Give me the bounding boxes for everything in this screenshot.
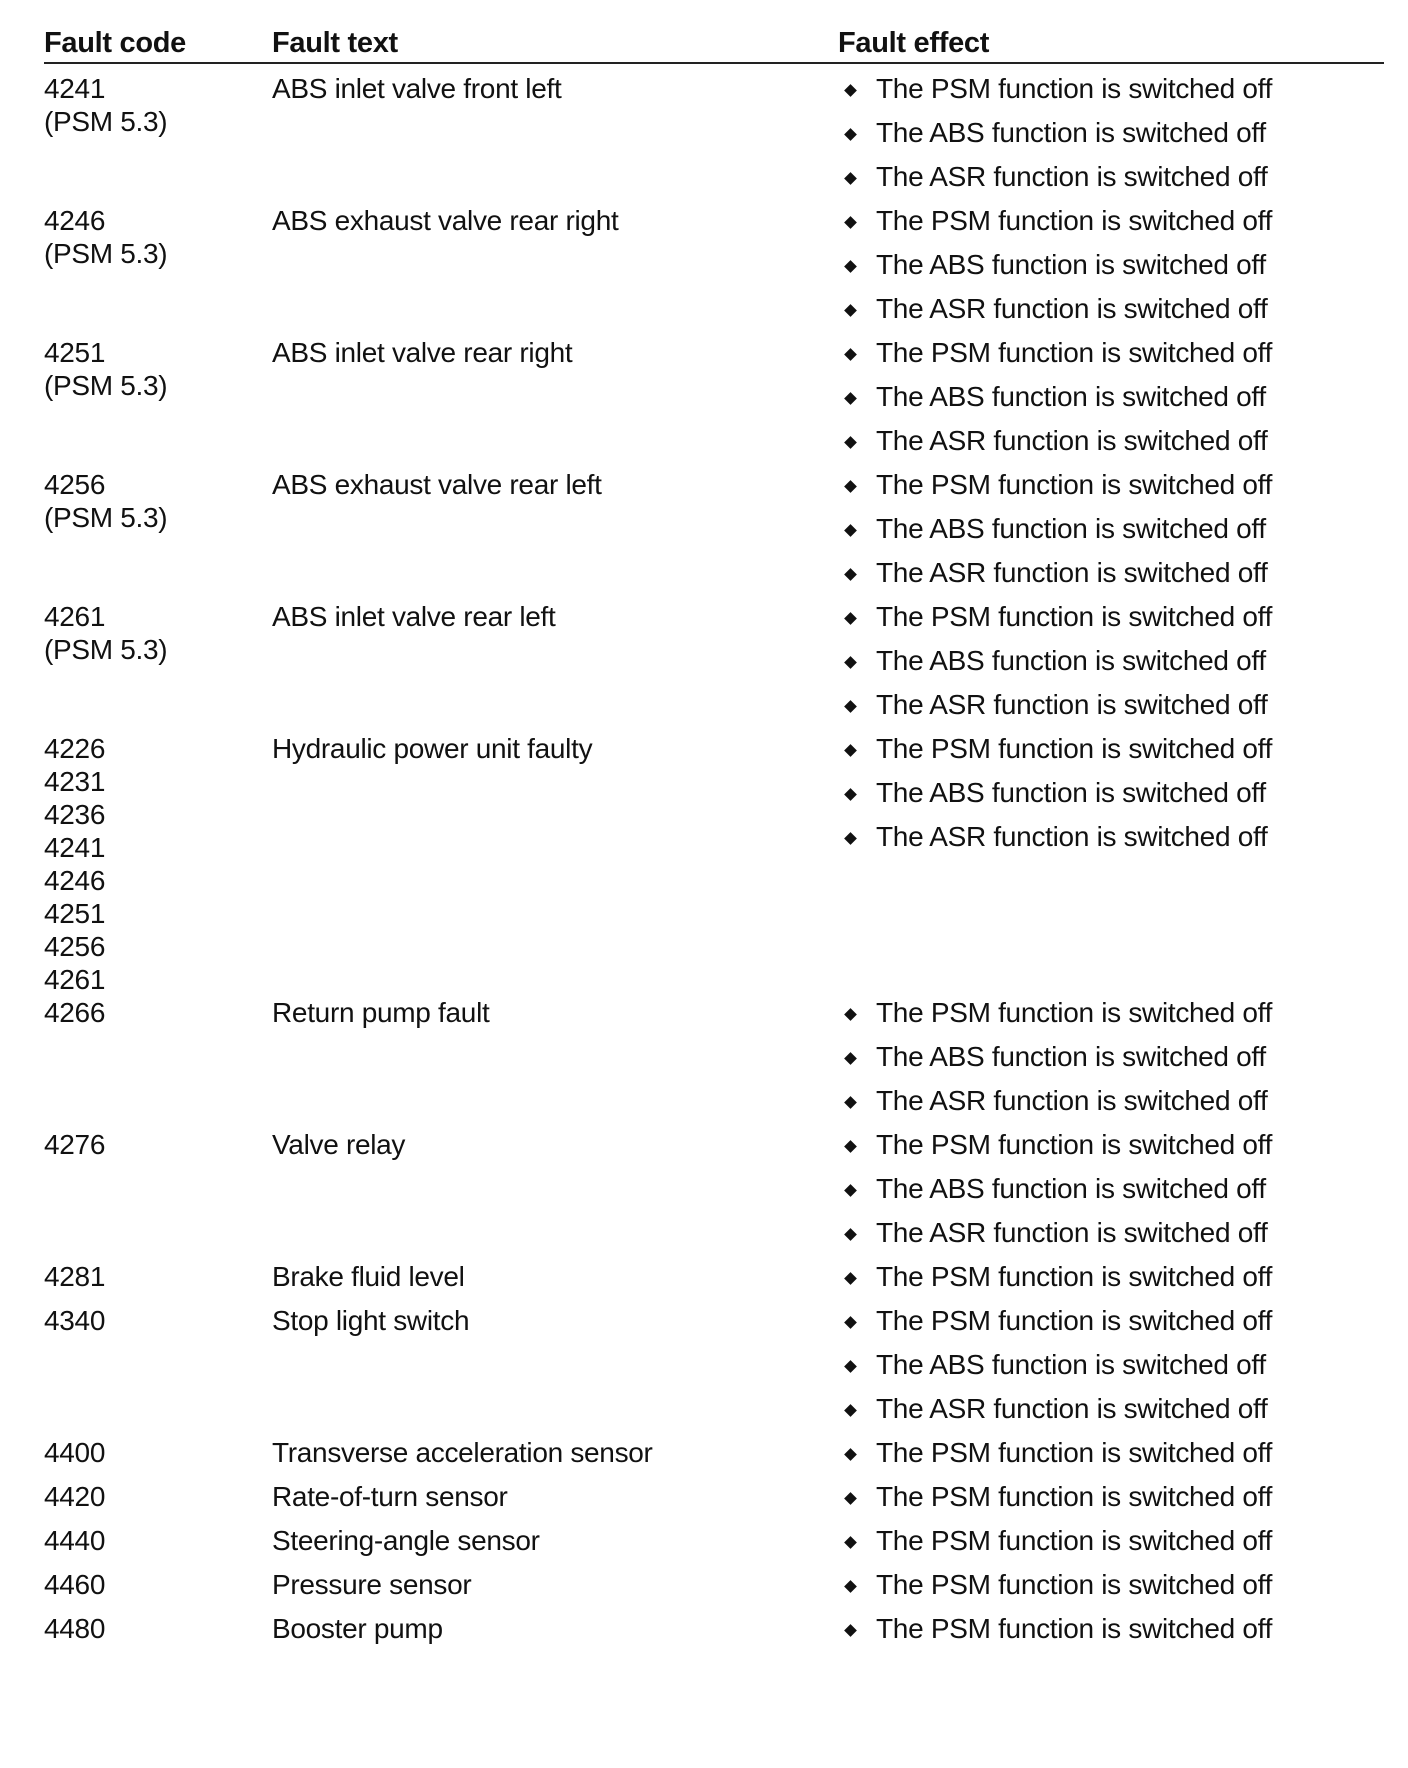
fault-effect-text: The PSM function is switched off [876, 1305, 1273, 1336]
fault-code: (PSM 5.3) [44, 238, 168, 269]
fault-table [44, 20, 1384, 1656]
diamond-bullet-icon [844, 260, 857, 273]
fault-effect-text: The PSM function is switched off [876, 1261, 1273, 1292]
fault-code: (PSM 5.3) [44, 370, 168, 401]
fault-code-cell [44, 468, 272, 534]
fault-effect-item [838, 820, 1384, 864]
diamond-bullet-icon [844, 84, 857, 97]
fault-effect-text: The ASR function is switched off [876, 1393, 1268, 1424]
fault-effect-item [838, 204, 1384, 248]
fault-code-cell [44, 1480, 272, 1513]
fault-effect-cell [838, 1260, 1384, 1304]
table-row [44, 1524, 1384, 1568]
fault-effect-item [838, 1084, 1384, 1128]
fault-effect-text: The PSM function is switched off [876, 1129, 1273, 1160]
fault-code-cell [44, 1128, 272, 1161]
fault-effect-text: The ABS function is switched off [876, 1349, 1266, 1380]
diamond-bullet-icon [844, 832, 857, 845]
fault-effect-cell [838, 468, 1384, 600]
diamond-bullet-icon [844, 788, 857, 801]
fault-effect-list [838, 468, 1384, 600]
fault-code: 4261 [44, 964, 106, 995]
fault-code-cell [44, 996, 272, 1029]
fault-effect-text: The PSM function is switched off [876, 1481, 1273, 1512]
diamond-bullet-icon [844, 480, 857, 493]
fault-effect-item [838, 1216, 1384, 1260]
fault-effect-text: The ASR function is switched off [876, 557, 1268, 588]
fault-code-cell [44, 1436, 272, 1469]
fault-code: 4226 [44, 733, 106, 764]
fault-code-cell [44, 1260, 272, 1293]
diamond-bullet-icon [844, 216, 857, 229]
fault-code-cell [44, 1304, 272, 1337]
fault-code: 4256 [44, 931, 106, 962]
fault-text: Rate-of-turn sensor [272, 1481, 508, 1512]
diamond-bullet-icon [844, 744, 857, 757]
diamond-bullet-icon [844, 348, 857, 361]
fault-effect-item [838, 380, 1384, 424]
fault-effect-item [838, 996, 1384, 1040]
fault-code-cell [44, 1524, 272, 1557]
fault-code: 4266 [44, 997, 106, 1028]
table-row [44, 996, 1384, 1128]
fault-effect-cell [838, 1480, 1384, 1524]
fault-effect-cell [838, 204, 1384, 336]
fault-code-cell [44, 336, 272, 402]
fault-code-cell [44, 72, 272, 138]
fault-effect-list [838, 1128, 1384, 1260]
fault-effect-cell [838, 1568, 1384, 1612]
fault-code: 4236 [44, 799, 106, 830]
table-row [44, 600, 1384, 732]
fault-effect-item [838, 336, 1384, 380]
header-fault-text: Fault text [272, 27, 398, 59]
table-row [44, 732, 1384, 996]
fault-effect-text: The ABS function is switched off [876, 117, 1266, 148]
fault-effect-item [838, 600, 1384, 644]
diamond-bullet-icon [844, 1316, 857, 1329]
diamond-bullet-icon [844, 128, 857, 141]
fault-text: ABS exhaust valve rear left [272, 469, 602, 500]
fault-effect-item [838, 556, 1384, 600]
table-row [44, 1260, 1384, 1304]
diamond-bullet-icon [844, 1624, 857, 1637]
diamond-bullet-icon [844, 436, 857, 449]
fault-effect-item [838, 1172, 1384, 1216]
fault-effect-list [838, 1568, 1384, 1612]
fault-effect-cell [838, 1612, 1384, 1656]
fault-code: (PSM 5.3) [44, 502, 168, 533]
fault-code: 4241 [44, 73, 106, 104]
table-row [44, 1612, 1384, 1656]
fault-effect-text: The ABS function is switched off [876, 381, 1266, 412]
table-row [44, 1304, 1384, 1436]
fault-code: 4400 [44, 1437, 106, 1468]
fault-text: ABS inlet valve rear left [272, 601, 556, 632]
fault-effect-item [838, 776, 1384, 820]
fault-effect-text: The ABS function is switched off [876, 249, 1266, 280]
fault-code-cell [44, 600, 272, 666]
fault-text: Valve relay [272, 1129, 406, 1160]
fault-effect-item [838, 248, 1384, 292]
fault-code: 4251 [44, 337, 106, 368]
table-row [44, 1128, 1384, 1260]
fault-effect-text: The ASR function is switched off [876, 689, 1268, 720]
table-row [44, 468, 1384, 600]
fault-effect-item [838, 644, 1384, 688]
diamond-bullet-icon [844, 1404, 857, 1417]
fault-effect-cell [838, 600, 1384, 732]
fault-code-cell [44, 1568, 272, 1601]
fault-effect-cell [838, 1436, 1384, 1480]
diamond-bullet-icon [844, 1360, 857, 1373]
table-row [44, 336, 1384, 468]
fault-code-cell [44, 732, 272, 996]
fault-code: 4340 [44, 1305, 106, 1336]
diamond-bullet-icon [844, 524, 857, 537]
fault-effect-item [838, 468, 1384, 512]
fault-code: 4460 [44, 1569, 106, 1600]
table-row [44, 204, 1384, 336]
fault-effect-text: The PSM function is switched off [876, 1613, 1273, 1644]
fault-effect-cell [838, 1524, 1384, 1568]
fault-effect-list [838, 72, 1384, 204]
fault-effect-text: The ABS function is switched off [876, 1041, 1266, 1072]
diamond-bullet-icon [844, 568, 857, 581]
fault-code: 4246 [44, 205, 106, 236]
diamond-bullet-icon [844, 656, 857, 669]
fault-code: (PSM 5.3) [44, 106, 168, 137]
fault-code: 4480 [44, 1613, 106, 1644]
fault-effect-item [838, 292, 1384, 336]
fault-text: Brake fluid level [272, 1261, 465, 1292]
fault-effect-text: The ASR function is switched off [876, 293, 1268, 324]
table-row [44, 1436, 1384, 1480]
fault-effect-list [838, 1524, 1384, 1568]
fault-effect-item [838, 116, 1384, 160]
fault-effect-item [838, 1304, 1384, 1348]
header-fault-effect: Fault effect [838, 27, 990, 59]
fault-effect-text: The PSM function is switched off [876, 205, 1273, 236]
fault-effect-item [838, 1568, 1384, 1612]
fault-text: Transverse acceleration sensor [272, 1437, 653, 1468]
fault-text: Booster pump [272, 1613, 443, 1644]
diamond-bullet-icon [844, 1052, 857, 1065]
fault-effect-item [838, 1436, 1384, 1480]
header-fault-code: Fault code [44, 27, 187, 59]
fault-code: 4281 [44, 1261, 106, 1292]
fault-text: Steering-angle sensor [272, 1525, 540, 1556]
fault-effect-item [838, 1260, 1384, 1304]
fault-text: Hydraulic power unit faulty [272, 733, 593, 764]
fault-effect-text: The ABS function is switched off [876, 513, 1266, 544]
fault-effect-list [838, 600, 1384, 732]
table-header [44, 20, 1384, 64]
fault-effect-item [838, 1128, 1384, 1172]
fault-effect-item [838, 688, 1384, 732]
fault-effect-cell [838, 732, 1384, 864]
diamond-bullet-icon [844, 1492, 857, 1505]
fault-effect-text: The PSM function is switched off [876, 337, 1273, 368]
fault-effect-item [838, 1524, 1384, 1568]
fault-effect-item [838, 1392, 1384, 1436]
fault-effect-item [838, 1480, 1384, 1524]
diamond-bullet-icon [844, 1448, 857, 1461]
fault-effect-list [838, 204, 1384, 336]
table-row [44, 1568, 1384, 1612]
fault-effect-cell [838, 72, 1384, 204]
fault-code: 4251 [44, 898, 106, 929]
diamond-bullet-icon [844, 1096, 857, 1109]
fault-effect-text: The PSM function is switched off [876, 601, 1273, 632]
fault-effect-text: The PSM function is switched off [876, 1569, 1273, 1600]
diamond-bullet-icon [844, 304, 857, 317]
fault-effect-item [838, 1040, 1384, 1084]
fault-effect-item [838, 1348, 1384, 1392]
fault-effect-text: The ABS function is switched off [876, 777, 1266, 808]
diamond-bullet-icon [844, 172, 857, 185]
fault-code: 4256 [44, 469, 106, 500]
fault-effect-cell [838, 1128, 1384, 1260]
fault-effect-item [838, 160, 1384, 204]
fault-effect-text: The PSM function is switched off [876, 1525, 1273, 1556]
fault-text: Pressure sensor [272, 1569, 472, 1600]
fault-effect-list [838, 1260, 1384, 1304]
table-body [44, 72, 1384, 1656]
fault-effect-cell [838, 1304, 1384, 1436]
fault-code-cell [44, 1612, 272, 1645]
fault-effect-list [838, 996, 1384, 1128]
fault-effect-text: The PSM function is switched off [876, 469, 1273, 500]
fault-code: 4241 [44, 832, 106, 863]
fault-effect-cell [838, 336, 1384, 468]
fault-effect-item [838, 72, 1384, 116]
fault-code-cell [44, 204, 272, 270]
fault-code: 4440 [44, 1525, 106, 1556]
fault-text: ABS inlet valve rear right [272, 337, 573, 368]
fault-text: ABS inlet valve front left [272, 73, 562, 104]
diamond-bullet-icon [844, 1272, 857, 1285]
diamond-bullet-icon [844, 700, 857, 713]
fault-effect-item [838, 512, 1384, 556]
fault-effect-list [838, 732, 1384, 864]
fault-effect-text: The PSM function is switched off [876, 997, 1273, 1028]
fault-text: Return pump fault [272, 997, 490, 1028]
fault-effect-list [838, 336, 1384, 468]
diamond-bullet-icon [844, 1140, 857, 1153]
diamond-bullet-icon [844, 1184, 857, 1197]
diamond-bullet-icon [844, 1008, 857, 1021]
fault-text: Stop light switch [272, 1305, 470, 1336]
fault-effect-list [838, 1612, 1384, 1656]
fault-effect-text: The PSM function is switched off [876, 733, 1273, 764]
fault-effect-text: The ABS function is switched off [876, 645, 1266, 676]
fault-effect-cell [838, 996, 1384, 1128]
fault-code: 4420 [44, 1481, 106, 1512]
fault-code: 4246 [44, 865, 106, 896]
fault-effect-list [838, 1436, 1384, 1480]
diamond-bullet-icon [844, 1536, 857, 1549]
fault-effect-item [838, 1612, 1384, 1656]
fault-effect-text: The ASR function is switched off [876, 1217, 1268, 1248]
fault-effect-text: The ABS function is switched off [876, 1173, 1266, 1204]
fault-effect-list [838, 1304, 1384, 1436]
fault-code: 4276 [44, 1129, 106, 1160]
diamond-bullet-icon [844, 612, 857, 625]
fault-text: ABS exhaust valve rear right [272, 205, 619, 236]
fault-effect-text: The PSM function is switched off [876, 73, 1273, 104]
fault-code: (PSM 5.3) [44, 634, 168, 665]
table-row [44, 1480, 1384, 1524]
diamond-bullet-icon [844, 1580, 857, 1593]
fault-effect-item [838, 732, 1384, 776]
fault-effect-text: The ASR function is switched off [876, 821, 1268, 852]
fault-code: 4231 [44, 766, 106, 797]
fault-effect-text: The PSM function is switched off [876, 1437, 1273, 1468]
fault-effect-text: The ASR function is switched off [876, 425, 1268, 456]
table-row [44, 72, 1384, 204]
fault-code: 4261 [44, 601, 106, 632]
diamond-bullet-icon [844, 392, 857, 405]
fault-effect-text: The ASR function is switched off [876, 1085, 1268, 1116]
fault-effect-list [838, 1480, 1384, 1524]
diamond-bullet-icon [844, 1228, 857, 1241]
fault-effect-text: The ASR function is switched off [876, 161, 1268, 192]
fault-effect-item [838, 424, 1384, 468]
